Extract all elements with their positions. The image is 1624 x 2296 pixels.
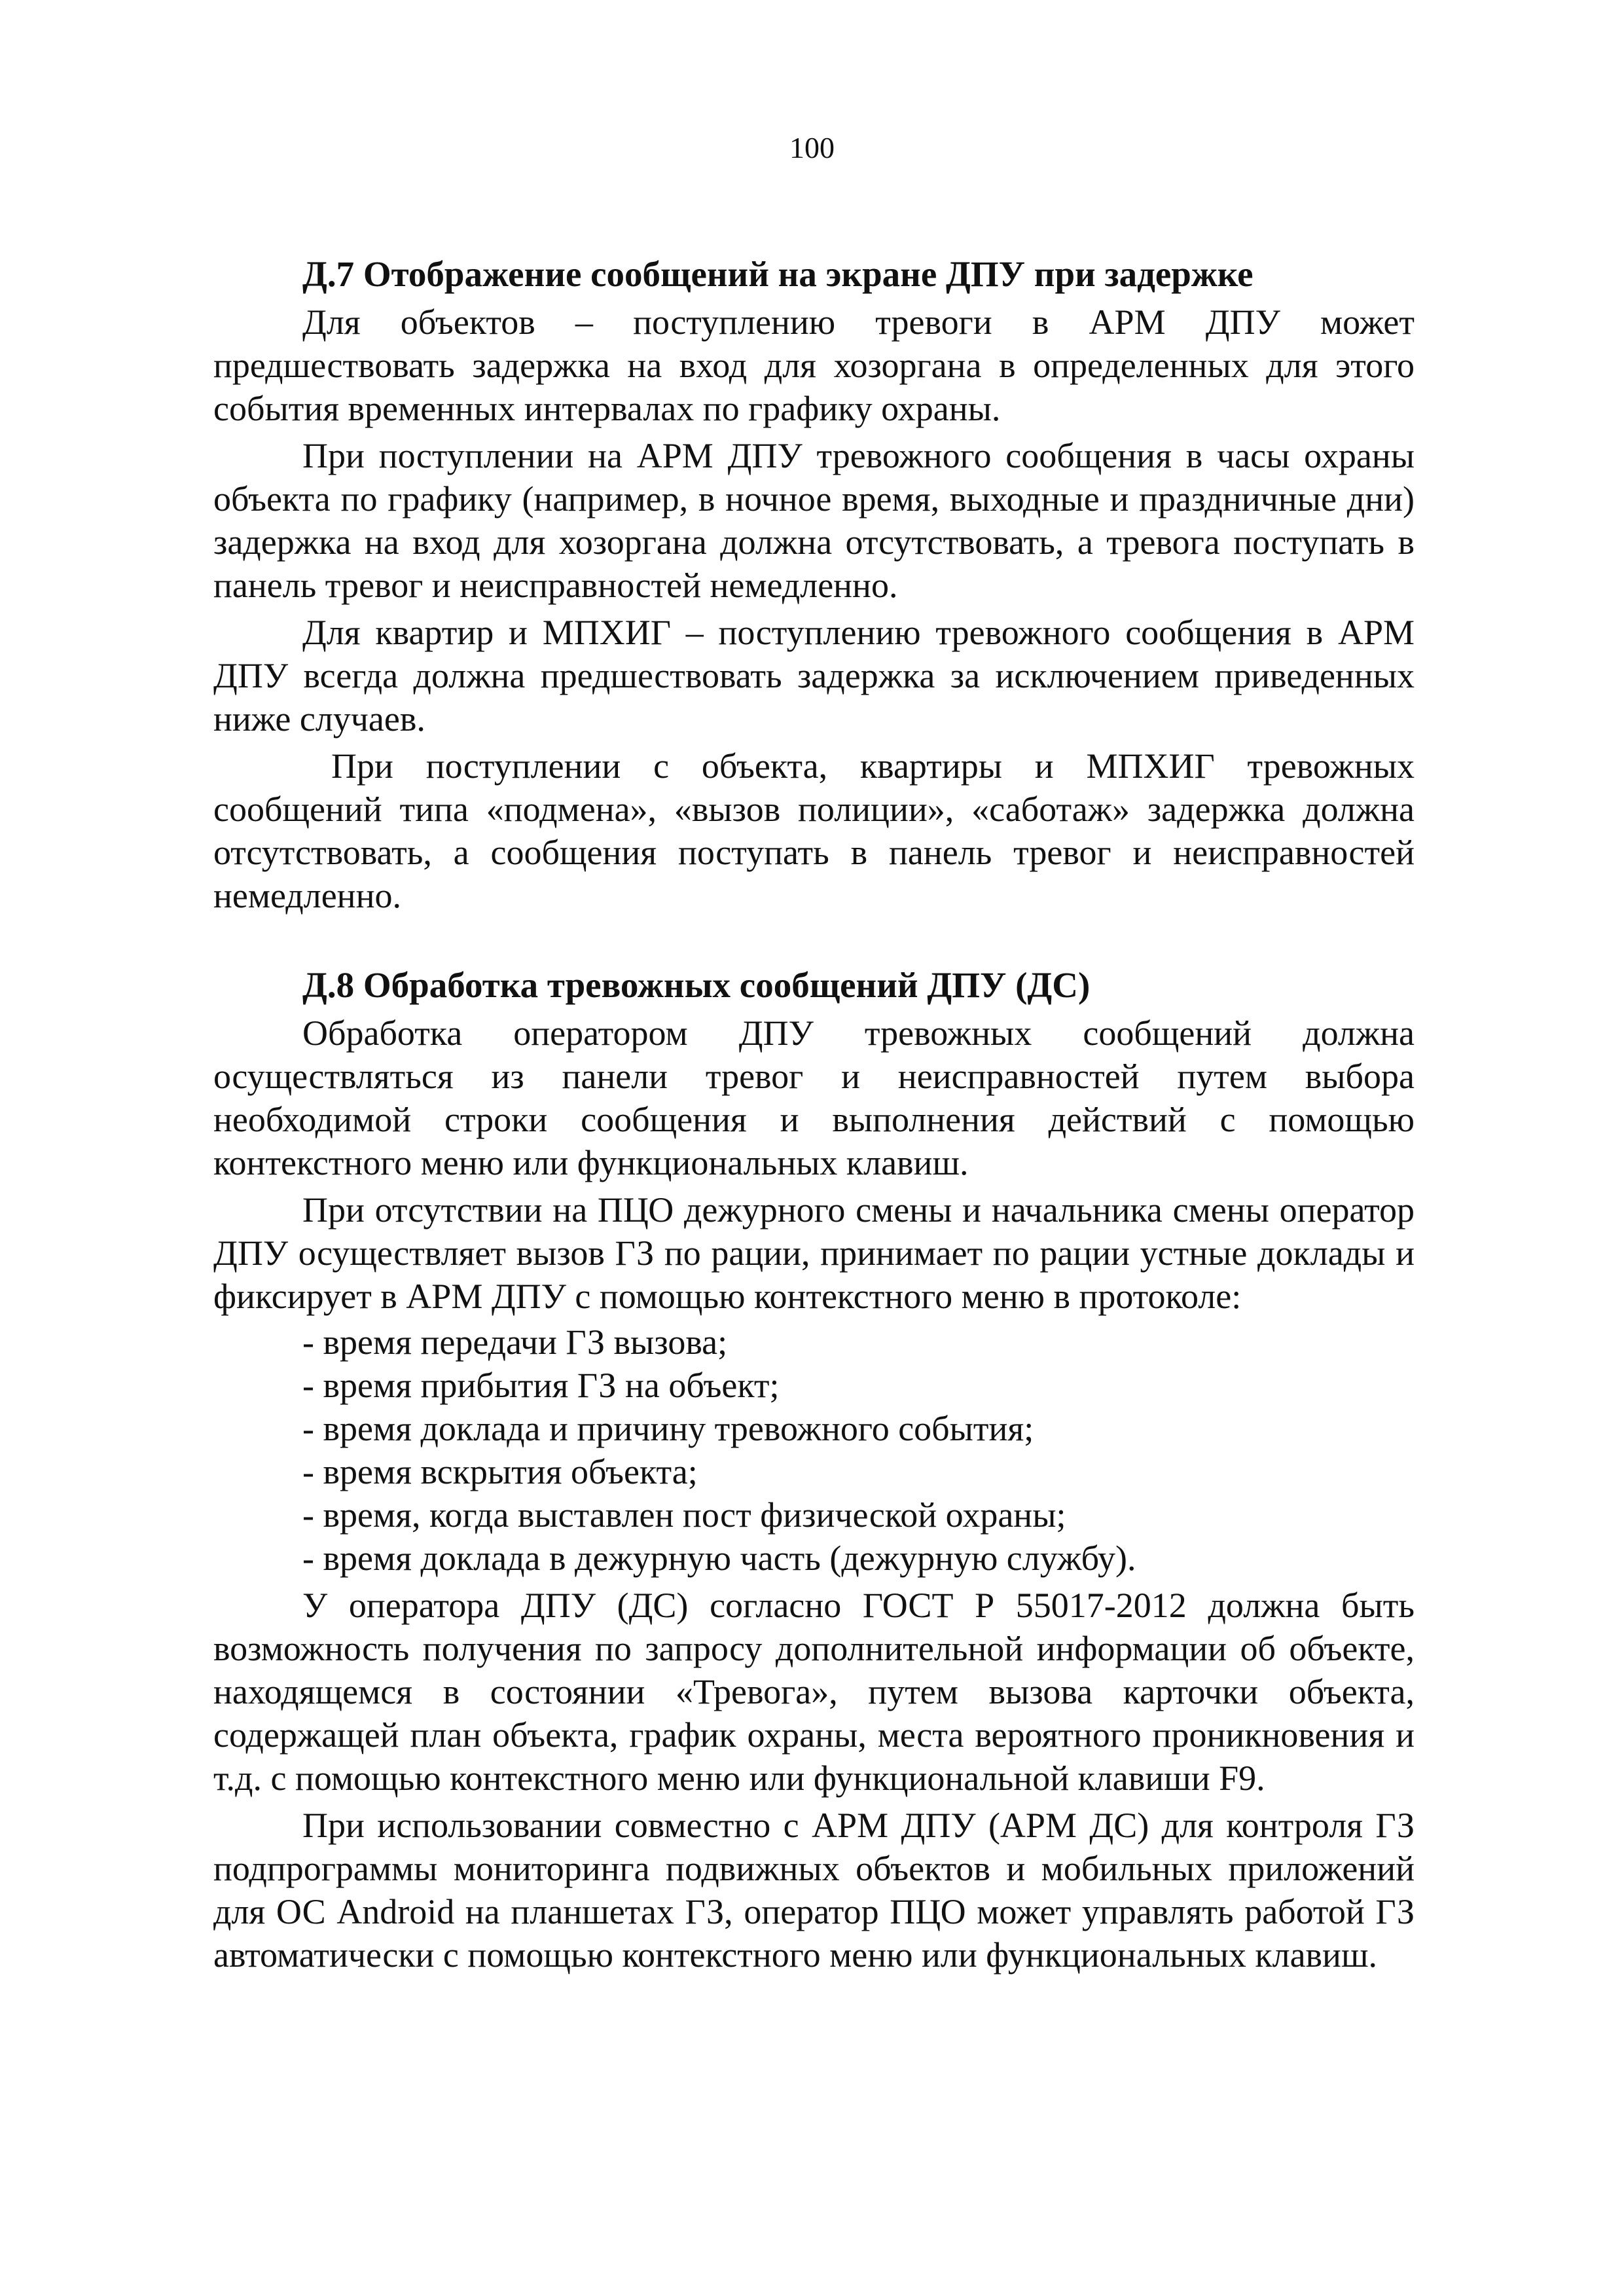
paragraph: Для квартир и МПХИГ – поступлению тревожного сообщения в АРМ ДПУ всегда должна предшествовать задержка за исключением приведенных ниже случаев.: [213, 613, 1415, 738]
section-title-d8: Д.8 Обработка тревожных сообщений ДПУ (ДС): [302, 965, 1091, 1005]
list-item: - время вскрытия объекта;: [302, 1450, 1415, 1493]
protocol-list: [213, 1321, 1415, 1580]
paragraph: Для объектов – поступлению тревоги в АРМ ДПУ может предшествовать задержка на вход для хозоргана в определенных для этого события временных интервалах по графику охраны.: [213, 302, 1415, 428]
paragraph: При использовании совместно с АРМ ДПУ (АРМ ДС) для контроля ГЗ подпрограммы мониторинга подвижных объектов и мобильных приложений для ОС Android на планшетах ГЗ, оператор ПЦО может управлять работой ГЗ автоматически с помощью контекстного меню или функциональных клавиш.: [213, 1806, 1415, 1975]
paragraph: При отсутствии на ПЦО дежурного смены и начальника смены оператор ДПУ осуществляет вызов ГЗ по рации, принимает по рации устные доклады и фиксирует в АРМ ДПУ с помощью контекстного меню в протоколе:: [213, 1190, 1415, 1316]
list-item: - время прибытия ГЗ на объект;: [302, 1364, 1415, 1407]
list-item: - время доклада и причину тревожного события;: [302, 1407, 1415, 1450]
page-number: 100: [789, 131, 835, 164]
paragraph: При поступлении с объекта, квартиры и МПХИГ тревожных сообщений типа «подмена», «вызов полиции», «саботаж» задержка должна отсутствовать, а сообщения поступать в панель тревог и неисправностей немедленно.: [213, 746, 1415, 915]
list-item: - время доклада в дежурную часть (дежурную службу).: [302, 1537, 1415, 1580]
page-content: [213, 252, 1415, 1977]
paragraph: Обработка оператором ДПУ тревожных сообщений должна осуществляться из панели тревог и неисправностей путем выбора необходимой строки сообщения и выполнения действий с помощью контекстного меню или функциональных клавиш.: [213, 1013, 1415, 1182]
paragraph: У оператора ДПУ (ДС) согласно ГОСТ Р 55017-2012 должна быть возможность получения по запросу дополнительной информации об объекте, находящемся в состоянии «Тревога», путем вызова карточки объекта, содержащей план объекта, график охраны, места вероятного проникновения и т.д. с помощью контекстного меню или функциональной клавиши F9.: [213, 1586, 1415, 1798]
list-item: - время, когда выставлен пост физической охраны;: [302, 1493, 1415, 1537]
list-item: - время передачи ГЗ вызова;: [302, 1321, 1415, 1364]
paragraph: При поступлении на АРМ ДПУ тревожного сообщения в часы охраны объекта по графику (например, в ночное время, выходные и праздничные дни) задержка на вход для хозоргана должна отсутствовать, а тревога поступать в панель тревог и неисправностей немедленно.: [213, 436, 1415, 605]
section-title-d7: Д.7 Отображение сообщений на экране ДПУ при задержке: [302, 254, 1254, 294]
